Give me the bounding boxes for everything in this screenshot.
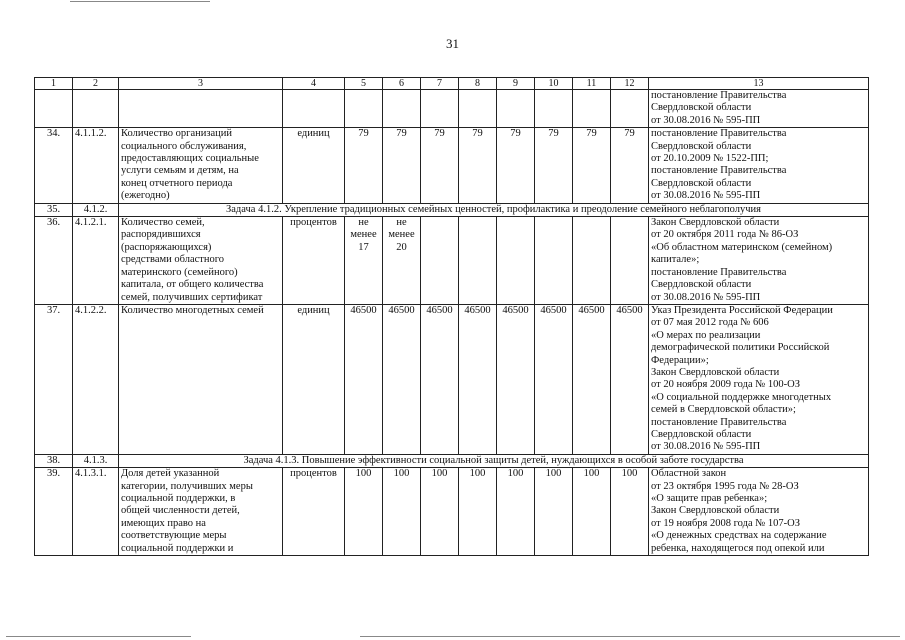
task-title-cell: [119, 454, 869, 467]
value-cell: [611, 468, 649, 556]
row-number-cell-text: 34.: [46, 128, 61, 140]
empty-cell: [345, 90, 383, 128]
indicator-name-cell: [119, 304, 283, 454]
empty-cell: [497, 90, 535, 128]
header-cell: [611, 78, 649, 90]
bottom-edge-line-left: [6, 636, 191, 637]
value-cell-text: 46500: [540, 304, 567, 316]
value-cell-text: 46500: [350, 304, 377, 316]
row-number-cell-text: 36.: [46, 217, 61, 229]
table-row: [35, 217, 869, 305]
unit-cell: [283, 217, 345, 305]
page-number: 31: [446, 36, 459, 51]
bottom-edge-line-right: [360, 636, 900, 637]
task-title-cell: [119, 203, 869, 216]
indicators-table: [34, 77, 869, 556]
code-cell: [73, 468, 119, 556]
value-cell-text: 46500: [464, 304, 491, 316]
row-number-cell-text: 39.: [46, 468, 61, 480]
header-cell-text: 8: [475, 78, 480, 89]
unit-cell-text: единиц: [297, 304, 330, 316]
header-cell: [497, 78, 535, 90]
source-cell: [649, 468, 869, 556]
empty-cell: [459, 90, 497, 128]
header-cell: [459, 78, 497, 90]
value-cell-text: 79: [472, 128, 483, 140]
header-cell-text: 5: [361, 78, 366, 89]
source-cell: [649, 304, 869, 454]
header-cell-text: 6: [399, 78, 404, 89]
source-cell-text: Областной закон от 23 октября 1995 года № 28-ОЗ «О защите прав ребенка»; Закон Свердловской области от 19 ноября 2008 года № 107-ОЗ «О денежных средствах на содержание ребенка, находящегося под опекой или: [651, 468, 827, 554]
top-edge-line: [70, 1, 210, 2]
value-cell: [459, 217, 497, 305]
empty-cell: [611, 90, 649, 128]
value-cell: [497, 304, 535, 454]
header-cell: [535, 78, 573, 90]
value-cell: [383, 217, 421, 305]
header-cell-text: 3: [198, 78, 203, 89]
value-cell: [611, 128, 649, 203]
value-cell: [345, 128, 383, 203]
code-cell-text: 4.1.1.2.: [75, 128, 107, 140]
value-cell-text: 100: [393, 468, 410, 480]
header-cell-text: 7: [437, 78, 442, 89]
value-cell: [459, 304, 497, 454]
header-cell-text: 10: [548, 78, 559, 89]
value-cell-text: 100: [621, 468, 638, 480]
value-cell: [535, 468, 573, 556]
code-cell: [73, 454, 119, 467]
code-cell-text: 4.1.3.1.: [75, 468, 107, 480]
empty-cell: [35, 90, 73, 128]
row-number-cell: [35, 304, 73, 454]
unit-cell-text: процентов: [290, 217, 337, 229]
task-title-cell-text: Задача 4.1.3. Повышение эффективности социальной защиты детей, нуждающихся в особой заботе государства: [243, 454, 744, 466]
empty-cell: [283, 90, 345, 128]
source-cell-text: постановление Правительства Свердловской области от 20.10.2009 № 1522-ПП; постановление Правительства Свердловской области от 30.08.2016 № 595-ПП: [651, 128, 787, 202]
value-cell: [573, 468, 611, 556]
table-row: [35, 128, 869, 203]
value-cell-text: 100: [355, 468, 372, 480]
value-cell-text: 100: [583, 468, 600, 480]
row-number-cell: [35, 468, 73, 556]
row-number-cell: [35, 128, 73, 203]
header-cell: [421, 78, 459, 90]
indicator-name-cell-text: Доля детей указанной категории, получивших меры социальной поддержки, в общей численности детей, имеющих право на соответствующие меры социальной поддержки и: [121, 468, 253, 554]
row-number-cell: [35, 454, 73, 467]
header-cell: [345, 78, 383, 90]
value-cell: [459, 468, 497, 556]
row-number-cell-text: 38.: [46, 454, 61, 466]
value-cell: [497, 128, 535, 203]
header-cell: [35, 78, 73, 90]
value-cell: [421, 128, 459, 203]
value-cell-text: 46500: [616, 304, 643, 316]
value-cell-text: 46500: [426, 304, 453, 316]
table-row: [35, 304, 869, 454]
row-number-cell-text: 35.: [46, 203, 61, 215]
value-cell: [345, 468, 383, 556]
source-cell: [649, 90, 869, 128]
value-cell: [573, 128, 611, 203]
value-cell-text: 46500: [388, 304, 415, 316]
value-cell: [345, 217, 383, 305]
value-cell: [535, 304, 573, 454]
value-cell: [535, 128, 573, 203]
value-cell: [573, 304, 611, 454]
header-cell: [119, 78, 283, 90]
value-cell: [611, 217, 649, 305]
header-cell: [649, 78, 869, 90]
header-cell-text: 4: [311, 78, 316, 89]
code-cell-text: 4.1.3.: [83, 454, 108, 466]
unit-cell-text: процентов: [290, 468, 337, 480]
header-row: [35, 78, 869, 90]
table-row: [35, 203, 869, 216]
indicator-name-cell: [119, 128, 283, 203]
value-cell: [421, 468, 459, 556]
header-cell-text: 9: [513, 78, 518, 89]
value-cell-text: не менее 17: [350, 217, 377, 253]
value-cell-text: 100: [545, 468, 562, 480]
value-cell-text: 79: [434, 128, 445, 140]
empty-cell: [383, 90, 421, 128]
value-cell: [383, 468, 421, 556]
unit-cell-text: единиц: [297, 128, 330, 140]
value-cell-text: 79: [396, 128, 407, 140]
value-cell-text: не менее 20: [388, 217, 415, 253]
value-cell: [345, 304, 383, 454]
row-number-cell-text: 37.: [46, 304, 61, 316]
unit-cell: [283, 468, 345, 556]
source-cell-text: Указ Президента Российской Федерации от 07 мая 2012 года № 606 «О мерах по реализации демографической политики Российской Федерации»; Закон Свердловской области от 20 ноября 2009 года № 100-ОЗ «О социальной поддержке многодетных семей в Свердловской области»; постановление Правительства Свердловской области от 30.08.2016 № 595-ПП: [651, 304, 833, 453]
source-cell: [649, 128, 869, 203]
unit-cell: [283, 304, 345, 454]
table-row: [35, 468, 869, 556]
value-cell: [497, 468, 535, 556]
empty-cell: [119, 90, 283, 128]
code-cell: [73, 203, 119, 216]
code-cell-text: 4.1.2.2.: [75, 304, 107, 316]
source-cell-text: постановление Правительства Свердловской области от 30.08.2016 № 595-ПП: [651, 90, 787, 126]
empty-cell: [73, 90, 119, 128]
value-cell-text: 100: [507, 468, 524, 480]
value-cell: [421, 304, 459, 454]
unit-cell: [283, 128, 345, 203]
indicator-name-cell-text: Количество семей, распорядившихся (распоряжающихся) средствами областного материнского (семейного) капитала, от общего количества семей, получивших сертификат: [121, 217, 264, 303]
header-cell: [573, 78, 611, 90]
value-cell: [535, 217, 573, 305]
table-row: [35, 90, 869, 128]
header-cell-text: 1: [51, 78, 56, 89]
value-cell-text: 79: [624, 128, 635, 140]
row-number-cell: [35, 217, 73, 305]
source-cell: [649, 217, 869, 305]
value-cell: [421, 217, 459, 305]
value-cell-text: 79: [586, 128, 597, 140]
header-cell-text: 2: [93, 78, 98, 89]
code-cell: [73, 128, 119, 203]
empty-cell: [535, 90, 573, 128]
indicator-name-cell-text: Количество организаций социального обслуживания, предоставляющих социальные услуги семьям и детям, на конец отчетного периода (ежегодно): [121, 128, 259, 202]
code-cell-text: 4.1.2.1.: [75, 217, 107, 229]
empty-cell: [573, 90, 611, 128]
value-cell-text: 100: [469, 468, 486, 480]
value-cell: [383, 128, 421, 203]
header-cell: [283, 78, 345, 90]
source-cell-text: Закон Свердловской области от 20 октября 2011 года № 86-ОЗ «Об областном материнском (семейном) капитале»; постановление Правительства Свердловской области от 30.08.2016 № 595-ПП: [651, 217, 833, 303]
table-row: [35, 454, 869, 467]
task-title-cell-text: Задача 4.1.2. Укрепление традиционных семейных ценностей, профилактика и преодоление семейного неблагополучия: [226, 203, 761, 215]
indicator-name-cell-text: Количество многодетных семей: [121, 304, 264, 316]
header-cell-text: 13: [753, 78, 764, 89]
value-cell-text: 46500: [502, 304, 529, 316]
code-cell: [73, 304, 119, 454]
value-cell: [497, 217, 535, 305]
value-cell: [573, 217, 611, 305]
header-cell: [383, 78, 421, 90]
value-cell-text: 79: [358, 128, 369, 140]
value-cell: [383, 304, 421, 454]
header-cell: [73, 78, 119, 90]
value-cell-text: 79: [510, 128, 521, 140]
value-cell-text: 100: [431, 468, 448, 480]
indicator-name-cell: [119, 217, 283, 305]
value-cell: [459, 128, 497, 203]
code-cell: [73, 217, 119, 305]
header-cell-text: 11: [586, 78, 597, 89]
value-cell: [611, 304, 649, 454]
value-cell-text: 46500: [578, 304, 605, 316]
header-cell-text: 12: [624, 78, 635, 89]
code-cell-text: 4.1.2.: [83, 203, 108, 215]
indicator-name-cell: [119, 468, 283, 556]
value-cell-text: 79: [548, 128, 559, 140]
row-number-cell: [35, 203, 73, 216]
empty-cell: [421, 90, 459, 128]
